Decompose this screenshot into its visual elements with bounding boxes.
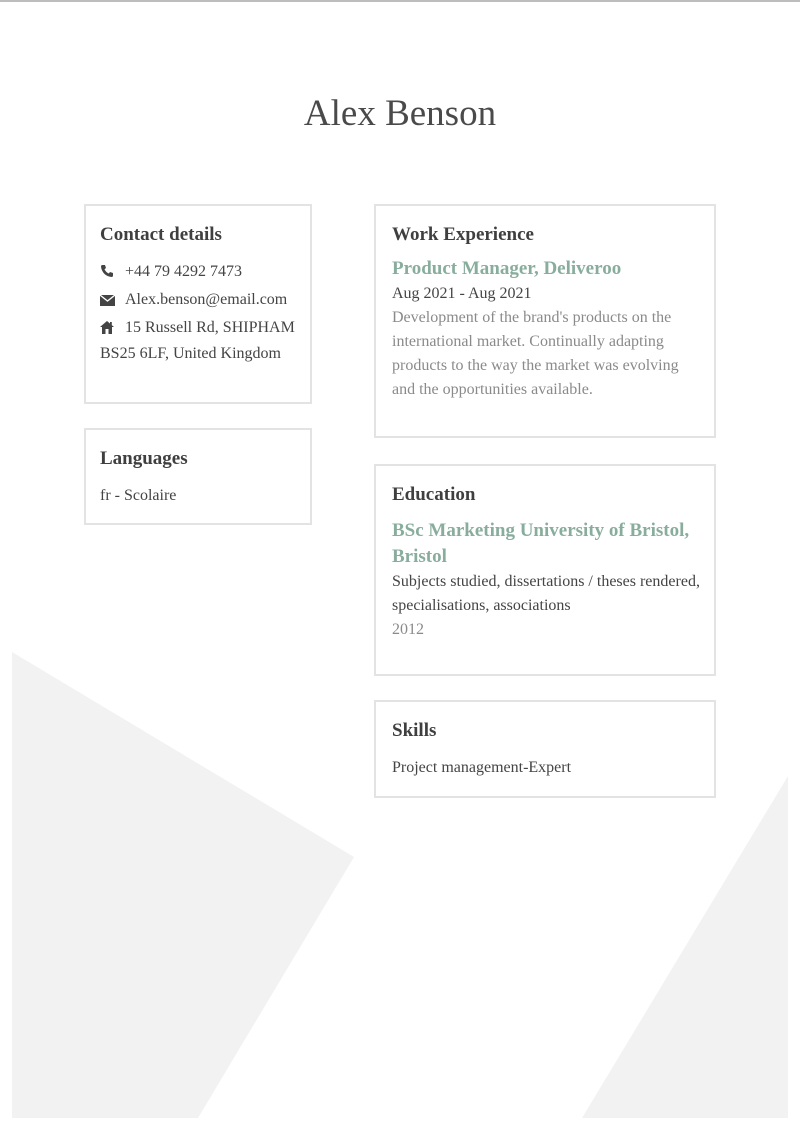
languages-title: Languages [100, 448, 188, 469]
work-card [374, 204, 716, 438]
languages-card [84, 428, 312, 525]
education-year: 2012 [392, 621, 424, 638]
education-degree: BSc Marketing University of Bristol, Bristol [392, 520, 690, 567]
email-address: Alex.benson@email.com [125, 291, 288, 308]
phone-icon [100, 262, 116, 286]
background-shape-right [582, 776, 788, 1118]
work-title: Work Experience [392, 224, 534, 245]
background-shape-left [12, 652, 354, 1118]
postal-address: 15 Russell Rd, SHIPHAM BS25 6LF, United Kingdom [100, 319, 295, 362]
envelope-icon [100, 290, 116, 314]
contact-card [84, 204, 312, 404]
skills-title: Skills [392, 720, 437, 741]
contact-title: Contact details [100, 224, 222, 245]
education-details: Subjects studied, dissertations / theses rendered, specialisations, associations [392, 573, 700, 614]
education-card [374, 464, 716, 676]
education-title: Education [392, 484, 476, 505]
language-item: fr - Scolaire [100, 487, 177, 504]
contact-phone [100, 260, 296, 286]
contact-address [100, 316, 296, 366]
home-icon [100, 318, 116, 342]
candidate-name: Alex Benson [303, 93, 497, 134]
work-position: Product Manager, Deliveroo [392, 258, 622, 279]
skills-card [374, 700, 716, 798]
contact-email [100, 288, 296, 314]
work-description: Development of the brand's products on the international market. Continually adapting products to the way the market was evolving and the opportunities available. [392, 309, 679, 398]
skill-item: Project management-Expert [392, 759, 572, 776]
work-dates: Aug 2021 - Aug 2021 [392, 285, 532, 302]
phone-number: +44 79 4292 7473 [125, 263, 243, 280]
